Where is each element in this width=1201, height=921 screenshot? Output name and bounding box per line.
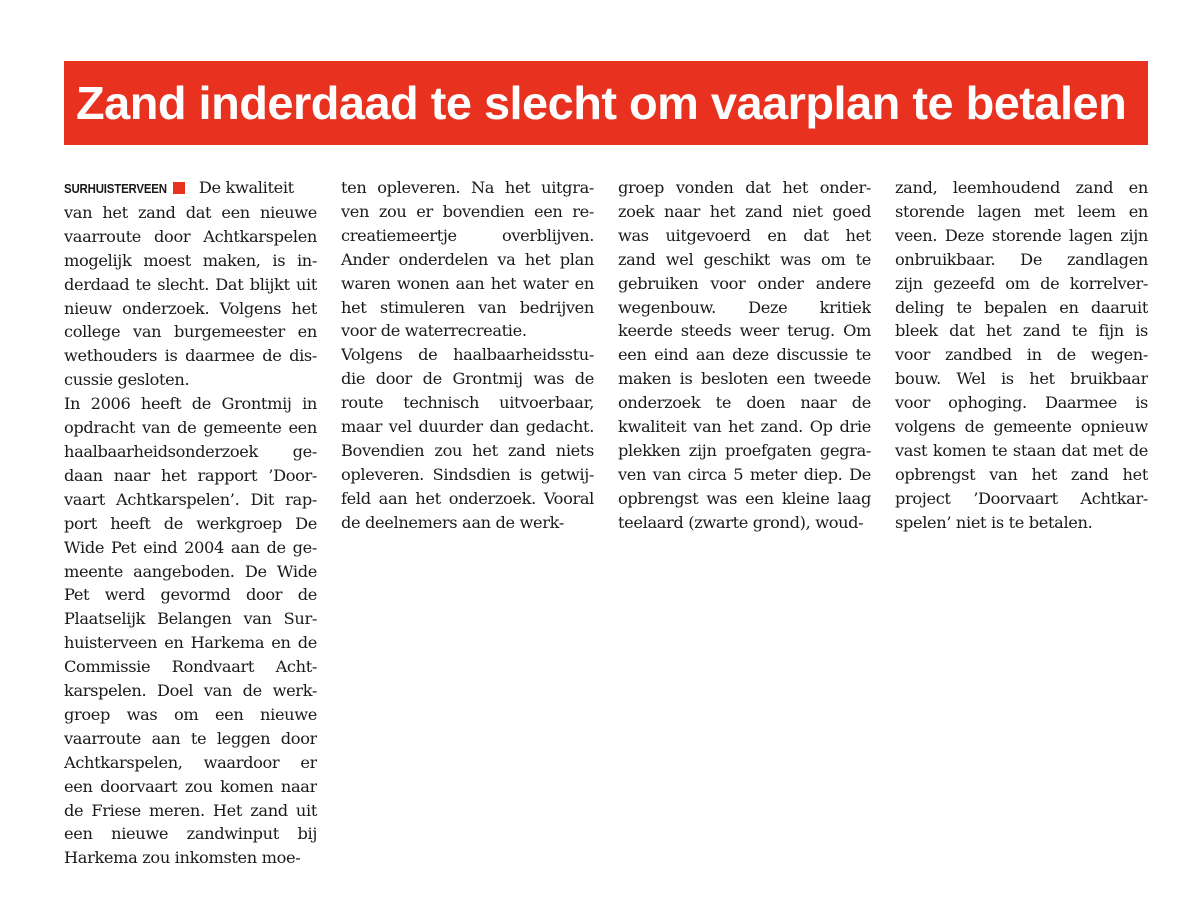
text-line: daan naar het rapport ’Door- <box>64 465 317 485</box>
dateline: SURHUISTERVEEN <box>64 181 167 196</box>
text-line: creatiemeertje overblijven. <box>341 225 594 245</box>
text-line: opleveren. Sindsdien is getwij- <box>341 464 594 484</box>
article-headline: Zand inderdaad te slecht om vaarplan te betalen <box>76 77 1127 129</box>
text-line: maken is besloten een tweede <box>618 369 871 389</box>
text-line: voor zandbed in de wegen- <box>895 345 1148 365</box>
text-line: Pet werd gevormd door de <box>64 585 317 605</box>
text-line: zijn gezeefd om de korrelver- <box>895 273 1148 293</box>
text-line: vaart Achtkarspelen’. Dit rap- <box>64 489 317 509</box>
text-line: waren wonen aan het water en <box>341 273 594 293</box>
text-line: deling te bepalen en daaruit <box>895 297 1148 317</box>
text-line: Achtkarspelen, waardoor er <box>64 752 317 772</box>
text-line: karspelen. Doel van de werk- <box>64 681 317 701</box>
text-line: onbruikbaar. De zandlagen <box>895 249 1148 269</box>
text-line: zoek naar het zand niet goed <box>618 201 871 221</box>
text-line: ven van circa 5 meter diep. De <box>618 464 871 484</box>
text-line: bleek dat het zand te fijn is <box>895 321 1148 341</box>
text-line: voor de waterrecreatie. <box>341 321 527 341</box>
text-line: maar vel duurder dan gedacht. <box>341 417 594 437</box>
text-line: storende lagen met leem en <box>895 201 1148 221</box>
text-line: project ’Doorvaart Achtkar- <box>895 488 1148 508</box>
text-line: gebruiken voor onder andere <box>618 273 871 293</box>
text-line: voor ophoging. Daarmee is <box>895 393 1148 413</box>
text-line: wegenbouw. Deze kritiek <box>618 297 871 317</box>
text-line: opbrengst was een kleine laag <box>618 488 871 508</box>
text-line: zand, leemhoudend zand en <box>895 178 1148 197</box>
text-line: Bovendien zou het zand niets <box>341 440 594 460</box>
text-line: was uitgevoerd en dat het <box>618 225 871 245</box>
text-line: wethouders is daarmee de dis- <box>64 346 317 366</box>
text-line: bouw. Wel is het bruikbaar <box>895 369 1148 389</box>
text-line: de deelnemers aan de werk- <box>341 512 564 532</box>
text-line: keerde steeds weer terug. Om <box>618 321 871 341</box>
text-line: cussie gesloten. <box>64 370 190 390</box>
text-line: een nieuwe zandwinput bij <box>64 824 317 844</box>
text-line: teelaard (zwarte grond), woud- <box>618 512 864 532</box>
text-line: een doorvaart zou komen naar <box>64 776 317 796</box>
text-line <box>64 176 317 201</box>
text-line: veen. Deze storende lagen zijn <box>895 225 1148 245</box>
text-line: In 2006 heeft de Grontmij in <box>64 394 317 414</box>
text-line: port heeft de werkgroep De <box>64 513 317 533</box>
text-line-content: De kwaliteit <box>198 178 294 197</box>
text-line: ten opleveren. Na het uitgra- <box>341 178 594 197</box>
text-line: zand wel geschikt was om te <box>618 249 871 269</box>
text-line: die door de Grontmij was de <box>341 369 594 389</box>
text-line: groep was om een nieuwe <box>64 704 317 724</box>
text-line: Commissie Rondvaart Acht- <box>64 657 317 677</box>
text-line: Ander onderdelen va het plan <box>341 249 594 269</box>
headline-banner <box>64 61 1148 145</box>
text-line: Plaatselijk Belangen van Sur- <box>64 609 317 629</box>
text-line: opdracht van de gemeente een <box>64 418 317 438</box>
article-column-2 <box>341 176 594 535</box>
article-column-3 <box>618 176 871 535</box>
article-column-4 <box>895 176 1148 535</box>
text-line: route technisch uitvoerbaar, <box>341 393 594 413</box>
text-line: van het zand dat een nieuwe <box>64 202 317 222</box>
text-line: Volgens de haalbaarheidsstu- <box>341 345 594 365</box>
text-line: spelen’ niet is te betalen. <box>895 512 1093 532</box>
text-line: een eind aan deze discussie te <box>618 345 871 365</box>
text-line: ven zou er bovendien een re- <box>341 201 594 221</box>
text-line: Wide Pet eind 2004 aan de ge- <box>64 537 317 557</box>
text-line: opbrengst van het zand het <box>895 464 1148 484</box>
text-line: vaarroute door Achtkarspelen <box>64 226 317 246</box>
text-line: college van burgemeester en <box>64 322 317 342</box>
text-line: derdaad te slecht. Dat blijkt uit <box>64 274 317 294</box>
text-line: plekken zijn proefgaten gegra- <box>618 440 871 460</box>
text-line: haalbaarheidsonderzoek ge- <box>64 441 317 461</box>
text-line: huisterveen en Harkema en de <box>64 633 317 653</box>
text-line: onderzoek te doen naar de <box>618 393 871 413</box>
text-line: vaarroute aan te leggen door <box>64 728 317 748</box>
text-line: volgens de gemeente opnieuw <box>895 417 1148 437</box>
text-line: mogelijk moest maken, is in- <box>64 250 317 270</box>
text-line: Harkema zou inkomsten moe- <box>64 848 301 868</box>
bullet-square-icon <box>173 182 185 194</box>
article-column-1 <box>64 176 317 870</box>
text-line: nieuw onderzoek. Volgens het <box>64 298 317 318</box>
text-line: kwaliteit van het zand. Op drie <box>618 417 871 437</box>
text-line: het stimuleren van bedrijven <box>341 297 594 317</box>
text-line: feld aan het onderzoek. Vooral <box>341 488 594 508</box>
text-line: vast komen te staan dat met de <box>895 440 1148 460</box>
text-line: groep vonden dat het onder- <box>618 178 871 197</box>
text-line: de Friese meren. Het zand uit <box>64 800 317 820</box>
text-line: meente aangeboden. De Wide <box>64 561 317 581</box>
